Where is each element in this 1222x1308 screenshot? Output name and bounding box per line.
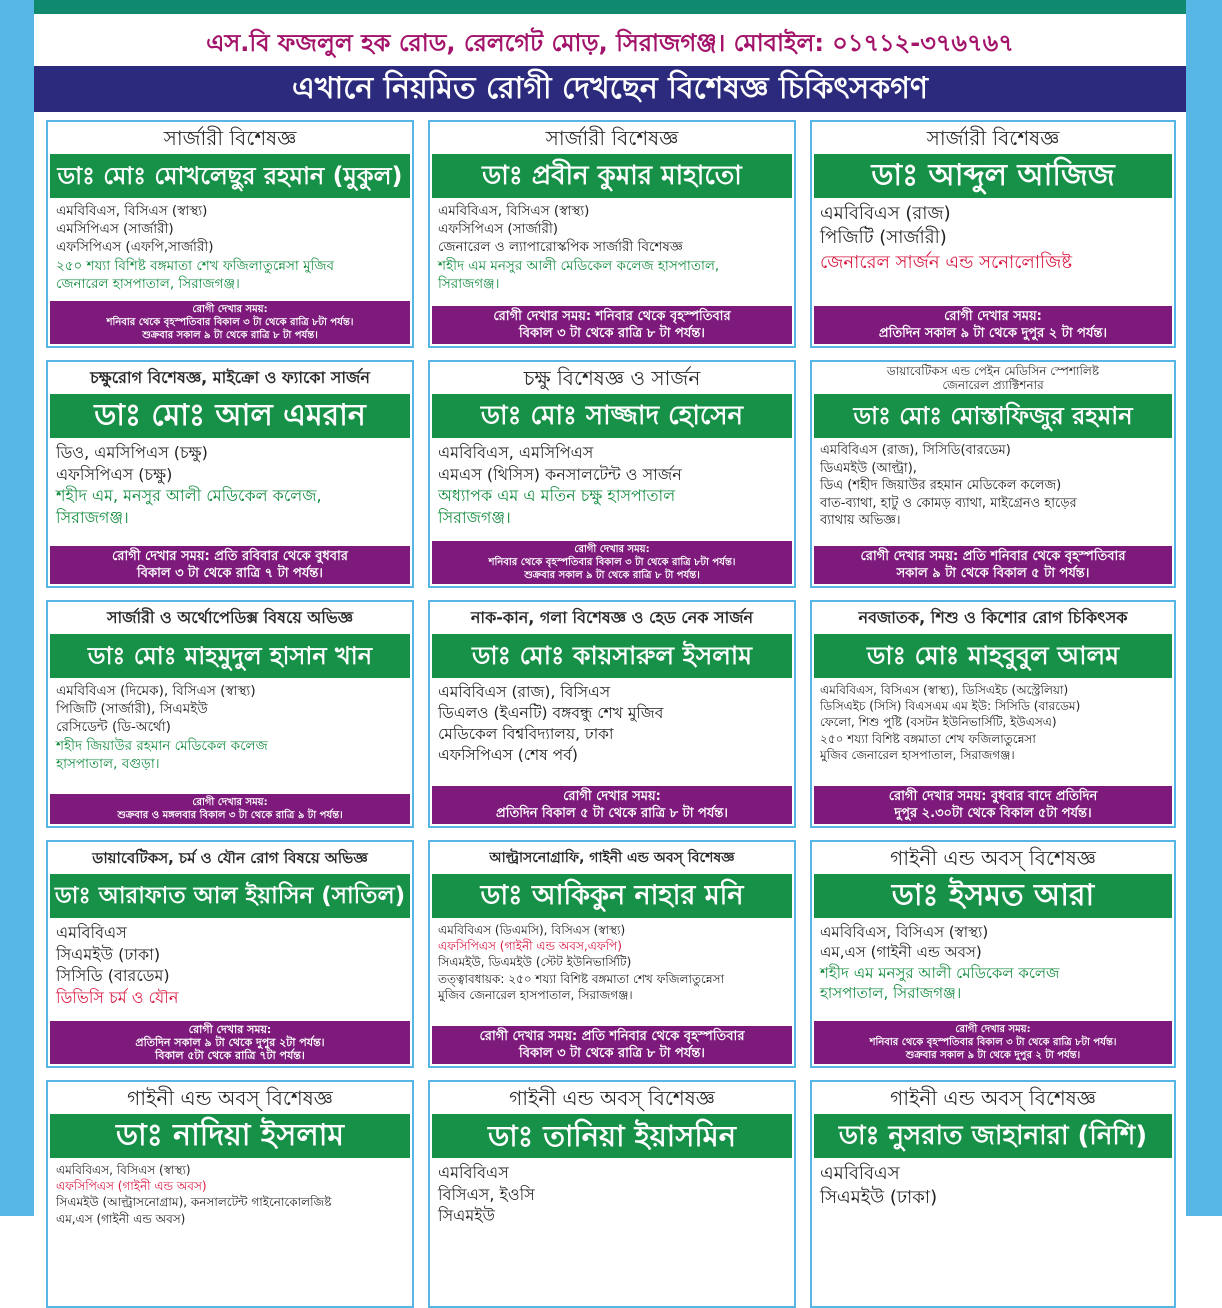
qualification: ডিও, এমসিপিএস (চক্ষু): [56, 443, 208, 462]
qualification: ডিএ (শহীদ জিয়াউর রহমান মেডিকেল কলেজ): [820, 478, 1062, 494]
timing-box: [432, 306, 792, 344]
timing-box: [50, 301, 410, 344]
doctor-card: [46, 600, 414, 828]
qualification: এমবিবিএস: [438, 1163, 509, 1182]
qualification: মেডিকেল বিশ্ববিদ্যালয়, ঢাকা: [438, 724, 614, 743]
qualification: ফেলো, শিশু পুষ্টি (বসটন ইউনিভার্সিটি, ইউএসএ): [820, 715, 1057, 730]
qualification: ডিএলও (ইএনটি) বঙ্গবন্ধু শেখ মুজিব: [438, 703, 664, 722]
qualification: পিজিটি (সার্জারী): [820, 227, 947, 249]
timing-box: [50, 794, 410, 824]
doctor-card: [46, 120, 414, 348]
doctor-card: [46, 840, 414, 1068]
doctor-name: ডাঃ প্রবীন কুমার মাহাতো: [432, 154, 792, 198]
qualifications: [48, 1158, 412, 1306]
qualification: এমবিবিএস, বিসিএস (স্বাস্থ্য): [56, 203, 208, 219]
qualification: এফসিপিএস (চক্ষু): [56, 464, 173, 484]
timing-line: রোগী দেখার সময়:: [955, 1024, 1031, 1035]
timing-line: বিকাল ৩ টা থেকে রাত্রি ৮ টা পর্যন্ত।: [519, 1046, 705, 1061]
qualification: এমবিবিএস (রাজ): [820, 203, 951, 224]
qualification: সিরাজগঞ্জ।: [56, 507, 129, 527]
qualification: এমবিবিএস, বিসিএস (স্বাস্থ্য): [820, 923, 989, 941]
specialty: আল্ট্রাসনোগ্রাফি, গাইনী এন্ড অবস্ বিশেষজ্ঞ: [489, 850, 735, 866]
doctor-name: ডাঃ তানিয়া ইয়াসমিন: [432, 1114, 792, 1158]
qualification: এমবিবিএস, বিসিএস (স্বাস্থ্য), ডিসিএইচ (অস্ট্রেলিয়া): [820, 683, 1069, 697]
timing-line: শুক্রবার সকাল ৯ টা থেকে রাত্রি ৮ টা পর্যন্ত।: [524, 570, 700, 581]
timing-box: [50, 546, 410, 584]
timing-line: রোগী দেখার সময়: শনিবার থেকে বৃহস্পতিবার: [493, 309, 731, 324]
qualification: ২৫০ শয্যা বিশিষ্ট বঙ্গমাতা শেখ ফজিলাতুন্নেসা মুজিব: [56, 257, 335, 274]
timing-box: [432, 541, 792, 584]
qualifications: [48, 438, 412, 546]
qualification: ডিভিসি চর্ম ও যৌন: [56, 987, 179, 1007]
qualifications: [812, 1158, 1174, 1306]
specialty: সার্জারী বিশেষজ্ঞ: [163, 126, 297, 150]
qualification: সিএমইউ, ডিএমইউ (স্টেট ইউনিভার্সিটি): [438, 955, 632, 970]
doctor-card: [46, 360, 414, 588]
qualification: ২৫০ শয্যা বিশিষ্ট বঙ্গমাতা শেখ ফজিলাতুন্নেসা: [820, 731, 1036, 746]
specialty: ডায়াবেটিকস, চর্ম ও যৌন রোগ বিষয়ে অভিজ্ঞ: [92, 849, 368, 867]
doctor-card: [428, 600, 796, 828]
qualification: এমবিবিএস (রাজ), বিসিএস: [438, 683, 611, 701]
timing-line: দুপুর ২.৩০টা থেকে বিকাল ৫টা পর্যন্ত।: [894, 806, 1092, 821]
qualification: জেনারেল সার্জন এন্ড সনোলোজিষ্ট: [820, 251, 1073, 273]
qualification: জেনারেল হাসপাতাল, সিরাজগঞ্জ।: [56, 275, 240, 292]
qualification: ডিসিএইচ (সিসি) বিএসএম এম ইউ: সিসিডি (বারডেম): [820, 699, 1081, 714]
specialty: নবজাতক, শিশু ও কিশোর রোগ চিকিৎসক: [858, 608, 1128, 627]
qualification: সিএমইউ (ঢাকা): [820, 1187, 938, 1209]
qualifications: [812, 198, 1174, 306]
timing-box: [432, 1026, 792, 1064]
right-frame: [1186, 0, 1222, 1216]
timing-line: প্রতিদিন সকাল ৯ টা থেকে দুপুর ২টা পর্যন্ত।: [135, 1036, 325, 1049]
doctor-card: [428, 840, 796, 1068]
banner-title: এখানে নিয়মিত রোগী দেখছেন বিশেষজ্ঞ চিকিৎসকগণ: [34, 66, 1186, 112]
qualification: এফসিপিএস (গাইনী এন্ড অবস): [56, 1179, 207, 1194]
timing-line: বিকাল ৩ টা থেকে রাত্রি ৭ টা পর্যন্ত।: [137, 566, 323, 581]
timing-line: শুক্রবার সকাল ৯ টা থেকে রাত্রি ৮ টা পর্যন্ত।: [142, 330, 318, 341]
qualification: এমবিবিএস (দিমেক), বিসিএস (স্বাস্থ্য): [56, 683, 256, 699]
doctor-name: ডাঃ নুসরাত জাহানারা (নিশি): [814, 1114, 1172, 1158]
timing-line: রোগী দেখার সময়:: [574, 544, 650, 555]
qualification: সিএমইউ (ঢাকা): [56, 944, 161, 964]
timing-line: রোগী দেখার সময়:: [944, 309, 1042, 324]
specialty: চক্ষুরোগ বিশেষজ্ঞ, মাইক্রো ও ফ্যাকো সার্জন: [90, 368, 370, 387]
doctor-name: ডাঃ মোঃ মাহবুবুল আলম: [814, 634, 1172, 678]
doctor-card: [810, 1080, 1176, 1308]
specialty-line: জেনারেল প্র্যাক্টিশনার: [942, 378, 1044, 392]
qualification: এমবিবিএস: [820, 1163, 900, 1184]
qualification: শহীদ এম মনসুর আলী মেডিকেল কলেজ হাসপাতাল,: [438, 257, 720, 274]
qualification: তত্ত্বাবধায়ক: ২৫০ শয্যা বিশিষ্ট বঙ্গমাতা শেখ ফজিলাতুন্নেসা: [438, 971, 725, 986]
timing-line: রোগী দেখার সময়: বুধবার বাদে প্রতিদিন: [888, 789, 1098, 804]
specialty-line: ডায়াবেটিকস এন্ড পেইন মেডিসিন স্পেশালিষ্ট: [886, 364, 1100, 378]
qualification: রেসিডেন্ট (ডি-অর্থো): [56, 719, 171, 736]
qualification: এমবিবিএস (ডিএমসি), বিসিএস (স্বাস্থ্য): [438, 923, 626, 937]
timing-line: রোগী দেখার সময়: প্রতি শনিবার থেকে বৃহস্পতিবার: [860, 549, 1126, 564]
timing-box: [814, 306, 1172, 344]
qualification: জেনারেল ও ল্যাপারোস্কপিক সার্জারী বিশেষজ্ঞ: [438, 239, 683, 256]
doctor-name: ডাঃ ইসমত আরা: [814, 874, 1172, 918]
qualification: ব্যাথায় অভিজ্ঞ।: [820, 513, 901, 529]
qualification: সিরাজগঞ্জ।: [438, 507, 511, 527]
qualifications: [430, 918, 794, 1026]
doctor-name: ডাঃ আব্দুল আজিজ: [814, 154, 1172, 198]
qualifications: [48, 678, 412, 794]
timing-line: শনিবার থেকে বৃহস্পতিবার বিকাল ৩ টা থেকে রাত্রি ৮টা পর্যন্ত।: [488, 557, 736, 568]
timing-line: রোগী দেখার সময়:: [192, 797, 268, 808]
specialty: গাইনী এন্ড অবস্ বিশেষজ্ঞ: [127, 1086, 333, 1110]
timing-line: শুক্রবার ও মঙ্গলবার বিকাল ৩ টা থেকে রাত্রি ৯ টা পর্যন্ত।: [117, 810, 343, 821]
doctor-name: ডাঃ মোঃ মাহমুদুল হাসান খান: [50, 634, 410, 678]
doctor-name: ডাঃ আকিকুন নাহার মনি: [432, 874, 792, 918]
timing-line: রোগী দেখার সময়: প্রতি রবিবার থেকে বুধবার: [112, 549, 348, 564]
qualifications: [48, 198, 412, 301]
specialty: গাইনী এন্ড অবস্ বিশেষজ্ঞ: [509, 1086, 715, 1110]
qualification: সিএমইউ: [438, 1206, 495, 1226]
timing-box: [814, 1021, 1172, 1064]
doctor-card: [810, 840, 1176, 1068]
qualification: এম,এস (গাইনী এন্ড অবস): [820, 943, 982, 962]
doctor-name: ডাঃ আরাফাত আল ইয়াসিন (সাতিল): [50, 874, 410, 918]
qualifications: [812, 918, 1174, 1021]
specialty: নাক-কান, গলা বিশেষজ্ঞ ও হেড নেক সার্জন: [470, 608, 754, 627]
qualification: এফসিপিএস (এফপি,সার্জারী): [56, 239, 214, 256]
specialty: সার্জারী ও অর্থোপেডিক্স বিষয়ে অভিজ্ঞ: [106, 608, 354, 627]
timing-line: প্রতিদিন সকাল ৯ টা থেকে দুপুর ২ টা পর্যন্ত।: [878, 326, 1108, 341]
doctor-card: [810, 600, 1176, 828]
qualifications: [430, 438, 794, 541]
timing-box: [814, 786, 1172, 824]
doctor-card: [428, 360, 796, 588]
qualifications: [430, 1158, 794, 1306]
qualification: পিজিটি (সার্জারী), সিএমইউ: [56, 701, 208, 718]
qualifications: [430, 198, 794, 306]
timing-line: শুক্রবার সকাল ৯ টা থেকে দুপুর ২ টা পর্যন্ত।: [905, 1050, 1081, 1061]
qualification: এমবিবিএস, বিসিএস (স্বাস্থ্য): [438, 203, 590, 219]
qualification: শহীদ এম মনসুর আলী মেডিকেল কলেজ: [820, 963, 1060, 982]
timing-line: প্রতিদিন বিকাল ৫ টা থেকে রাত্রি ৮ টা পর্যন্ত।: [496, 806, 728, 821]
qualification: এমবিবিএস, এমসিপিএস: [438, 443, 594, 462]
qualification: এফসিপিএস (গাইনী এন্ড অবস,এফপি): [438, 939, 622, 954]
qualification: ডিএমইউ (আল্ট্রা),: [820, 460, 917, 476]
specialty: [812, 362, 1174, 394]
specialty: সার্জারী বিশেষজ্ঞ: [545, 126, 679, 150]
qualifications: [812, 678, 1174, 786]
qualifications: [812, 438, 1174, 546]
doctor-card: [428, 1080, 796, 1308]
qualifications: [48, 918, 412, 1021]
qualification: বাত-ব্যাথা, হাটু ও কোমড় ব্যাথা, মাইগ্রেনও হাড়ের: [820, 495, 1077, 511]
timing-line: রোগী দেখার সময়:: [192, 304, 268, 315]
timing-line: শনিবার থেকে বৃহস্পতিবার বিকাল ৩ টা থেকে রাত্রি ৮টা পর্যন্ত।: [106, 317, 354, 328]
qualification: হাসপাতাল, বগুড়া।: [56, 755, 160, 772]
timing-box: [814, 546, 1172, 584]
doctor-card: [810, 360, 1176, 588]
qualifications: [430, 678, 794, 786]
specialty: গাইনী এন্ড অবস্ বিশেষজ্ঞ: [890, 846, 1096, 870]
doctor-name: ডাঃ নাদিয়া ইসলাম: [50, 1114, 410, 1158]
qualification: সিসিডি (বারডেম): [56, 966, 170, 986]
qualification: এমবিবিএস, বিসিএস (স্বাস্থ্য): [56, 1163, 191, 1177]
specialty: সার্জারী বিশেষজ্ঞ: [926, 126, 1060, 150]
timing-line: সকাল ৯ টা থেকে বিকাল ৫ টা পর্যন্ত।: [896, 566, 1090, 581]
timing-line: রোগী দেখার সময়: প্রতি শনিবার থেকে বৃহস্পতিবার: [479, 1029, 745, 1044]
qualification: শহীদ জিয়াউর রহমান মেডিকেল কলেজ: [56, 737, 268, 754]
doctor-name: ডাঃ মোঃ আল এমরান: [50, 394, 410, 438]
timing-line: রোগী দেখার সময়:: [563, 789, 661, 804]
qualification: সিরাজগঞ্জ।: [438, 275, 500, 292]
address-line: এস.বি ফজলুল হক রোড, রেলগেট মোড়, সিরাজগঞ্জ। মোবাইল: ০১৭১২-৩৭৬৭৬৭: [206, 29, 1014, 57]
left-frame: [0, 0, 34, 1216]
doctor-card: [46, 1080, 414, 1308]
doctor-name: ডাঃ মোঃ মোখলেছুর রহমান (মুকুল): [50, 154, 410, 198]
qualification: বিসিএস, ইওসি: [438, 1184, 535, 1204]
qualification: সিএমইউ (আল্ট্রাসনোগ্রাম), কনসালটেন্ট গাইনোকোলজিষ্ট: [56, 1195, 332, 1210]
qualification: এমবিবিএস (রাজ), সিসিডি(বারডেম): [820, 443, 1011, 458]
doctor-name: ডাঃ মোঃ সাজ্জাদ হোসেন: [432, 394, 792, 438]
doctor-name: ডাঃ মোঃ কায়সারুল ইসলাম: [432, 634, 792, 678]
specialty: চক্ষু বিশেষজ্ঞ ও সার্জন: [523, 366, 701, 390]
timing-line: শনিবার থেকে বৃহস্পতিবার বিকাল ৩ টা থেকে রাত্রি ৮টা পর্যন্ত।: [869, 1037, 1117, 1048]
top-band: [34, 0, 1186, 14]
qualification: এমএস (থিসিস) কনসালটেন্ট ও সার্জন: [438, 464, 682, 484]
timing-box: [432, 786, 792, 824]
qualification: এমবিবিএস: [56, 923, 127, 942]
specialty: গাইনী এন্ড অবস্ বিশেষজ্ঞ: [890, 1086, 1096, 1110]
qualification: হাসপাতাল, সিরাজগঞ্জ।: [820, 983, 962, 1002]
qualification: এফসিপিএস (শেষ পর্ব): [438, 745, 578, 764]
doctor-grid: [46, 120, 1176, 1308]
qualification: মুজিব জেনারেল হাসপাতাল, সিরাজগঞ্জ।: [438, 987, 633, 1002]
doctor-card: [428, 120, 796, 348]
qualification: মুজিব জেনারেল হাসপাতাল, সিরাজগঞ্জ।: [820, 747, 1015, 762]
qualification: অধ্যাপক এম এ মতিন চক্ষু হাসপাতাল: [438, 486, 676, 506]
qualification: এমসিপিএস (সার্জারী): [56, 221, 174, 238]
qualification: এফসিপিএস (সার্জারী): [438, 221, 559, 238]
timing-line: রোগী দেখার সময়:: [188, 1023, 272, 1036]
qualification: শহীদ এম, মনসুর আলী মেডিকেল কলেজ,: [56, 486, 322, 506]
qualification: এম,এস (গাইনী এন্ড অবস): [56, 1211, 186, 1226]
timing-line: বিকাল ৫টা থেকে রাত্রি ৭টা পর্যন্ত।: [155, 1049, 305, 1062]
doctor-card: [810, 120, 1176, 348]
timing-box: [50, 1021, 410, 1064]
timing-line: বিকাল ৩ টা থেকে রাত্রি ৮ টা পর্যন্ত।: [519, 326, 705, 341]
doctor-name: ডাঃ মোঃ মোস্তাফিজুর রহমান: [814, 394, 1172, 438]
